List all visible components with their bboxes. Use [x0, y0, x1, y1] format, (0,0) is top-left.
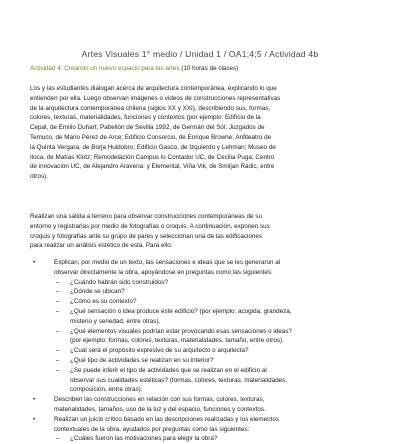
question-line	[30, 356, 380, 366]
list-item-line	[30, 395, 380, 405]
fieldtrip-paragraph-line: croquis y fotografías ante su grupo de pares y seleccionan una de las edificaciones	[30, 232, 263, 240]
question-text: ¿Cómo es su contexto?	[70, 298, 137, 306]
list-item-text: Explican, por medio de un texto, las sensaciones e ideas que se les generaron al	[54, 259, 281, 266]
intro-paragraph-line: entienden por ella. Luego observan imágenes o videos de construcciones representativas	[30, 94, 281, 102]
intro-paragraph-line: de la arquitectura contemporánea chilena (siglos XX y XXI), describiendo sus, formas,	[30, 104, 271, 112]
activity-hours: (10 horas de clases)	[181, 65, 239, 72]
intro-paragraph-line: Iloca, de Matías Klotz; Remodelación Campus lo Contador UC, de Cecilia Puga; Centro	[30, 153, 275, 161]
question-line	[30, 307, 380, 317]
activity-heading	[30, 65, 380, 73]
list-item-text: Realizan un juicio crítico basado en las descripciones realizadas y los elementos	[54, 415, 280, 423]
bullet-icon: •	[33, 259, 36, 266]
question-line	[30, 385, 380, 395]
dash-icon: –	[56, 327, 60, 335]
list-item-line	[30, 258, 380, 268]
question-line	[30, 287, 380, 297]
list-item-text: Describen las construcciones en relación con sus formas, colores, texturas,	[54, 396, 265, 404]
list-item-text: materialidades, tamaños, uso de la luz y del espacio, funciones y contextos.	[54, 405, 266, 413]
intro-paragraph-line: otros).	[30, 173, 48, 181]
question-text: (por ejemplo: formas, colores, texturas, materialidades, tamaño, entre otros).	[70, 337, 284, 345]
intro-paragraph-line: Cepal, de Emilio Duhart; Pabellón de Sevilla 1992, de Germán del Sol; Juzgados de	[30, 124, 265, 132]
list-item	[30, 415, 380, 444]
question-line	[30, 278, 380, 288]
question-text: ¿Cuándo habrán sido construidos?	[70, 278, 169, 286]
list-item	[30, 258, 380, 395]
question-text: misterio y seriedad, entre otras).	[70, 317, 161, 325]
fieldtrip-paragraph-line: Realizan una salida a terreno para observar construcciones contemporáneas de su	[30, 213, 263, 220]
question-text: ¿Cuáles fueron las motivaciones para elegir la obra?	[70, 435, 218, 443]
list-item-line	[30, 268, 380, 278]
question-line	[30, 346, 380, 356]
intro-paragraph-line: colores, texturas, materialidades, funciones y contextos (por ejemplo: Edificio de la	[30, 114, 261, 122]
fieldtrip-paragraph	[30, 212, 376, 251]
bullet-icon: •	[33, 396, 36, 404]
intro-paragraph-line: Los y las estudiantes dialogan acerca de arquitectura contemporánea, explicando lo que	[30, 85, 277, 92]
question-text: ¿Cuál será el propósito expresivo de su arquitecto o arquitecta?	[70, 347, 249, 355]
bullet-icon: •	[33, 415, 36, 423]
question-text: ¿Qué sensación o idea produce este edificio? (por ejemplo: acogida, grandeza,	[70, 307, 292, 315]
question-text: composición, entre otras).	[70, 386, 143, 394]
dash-icon: –	[56, 278, 60, 286]
dash-icon: –	[56, 435, 60, 443]
question-text: ¿Se puede inferir el tipo de actividades que se realizan en el edificio al	[70, 366, 267, 374]
question-text: observar sus cualidades estéticas? (formas, colores, texturas, materialidades,	[70, 376, 287, 384]
dash-icon: –	[56, 307, 60, 315]
page-header: Artes Visuales 1° medio / Unidad 1 / OA1;4;5 / Actividad 4b	[81, 49, 319, 59]
list-item-text: contextuales de la obra, ayudados por preguntas como las siguientes:	[54, 425, 250, 433]
question-line	[30, 376, 380, 386]
question-text: ¿Qué elementos visuales podrían estar provocando esas sensaciones o ideas?	[70, 327, 292, 335]
fieldtrip-paragraph-line: para realizar un análisis estético de esta. Para ello:	[30, 242, 173, 250]
fieldtrip-paragraph-line: entorno y registrarlas por medio de fotografías o croquis. A continuación, exponen sus	[30, 222, 270, 230]
question-line	[30, 366, 380, 376]
question-line	[30, 336, 380, 346]
dash-icon: –	[56, 347, 60, 355]
activity-list	[30, 258, 380, 444]
dash-icon: –	[56, 288, 60, 296]
list-item-line	[30, 425, 380, 435]
list-item	[30, 395, 380, 415]
intro-paragraph	[30, 84, 376, 182]
dash-icon: –	[56, 356, 60, 364]
question-line	[30, 297, 380, 307]
dash-icon: –	[56, 366, 60, 374]
list-item-line	[30, 415, 380, 425]
dash-icon: –	[56, 298, 60, 306]
question-line	[30, 317, 380, 327]
intro-paragraph-line: la Quinta Vergara, de Borja Huidobro; Edificio Gasco, de Izquierdo y Lehman; Museo de	[30, 143, 276, 151]
list-item-line	[30, 405, 380, 415]
question-text: ¿Dónde se ubican?	[70, 288, 125, 296]
question-text: ¿Qué tipo de actividades se realizan en su interior?	[70, 356, 214, 364]
intro-paragraph-line: Temuco, de Mario Pérez de Arce; Edificio Consorcio, de Enrique Browne; Anfiteatro de	[30, 133, 272, 141]
question-line	[30, 434, 380, 444]
list-item-text: observar directamente la obra, apoyándose en preguntas como las siguientes:	[54, 268, 273, 276]
activity-title: Actividad 4: Creando un nuevo espacio para las artes	[30, 65, 180, 72]
intro-paragraph-line: de innovación UC, de Alejandro Aravena: y Elemental, Viña Vik, de Smiljan Radic, entre	[30, 163, 275, 171]
question-line	[30, 327, 380, 337]
